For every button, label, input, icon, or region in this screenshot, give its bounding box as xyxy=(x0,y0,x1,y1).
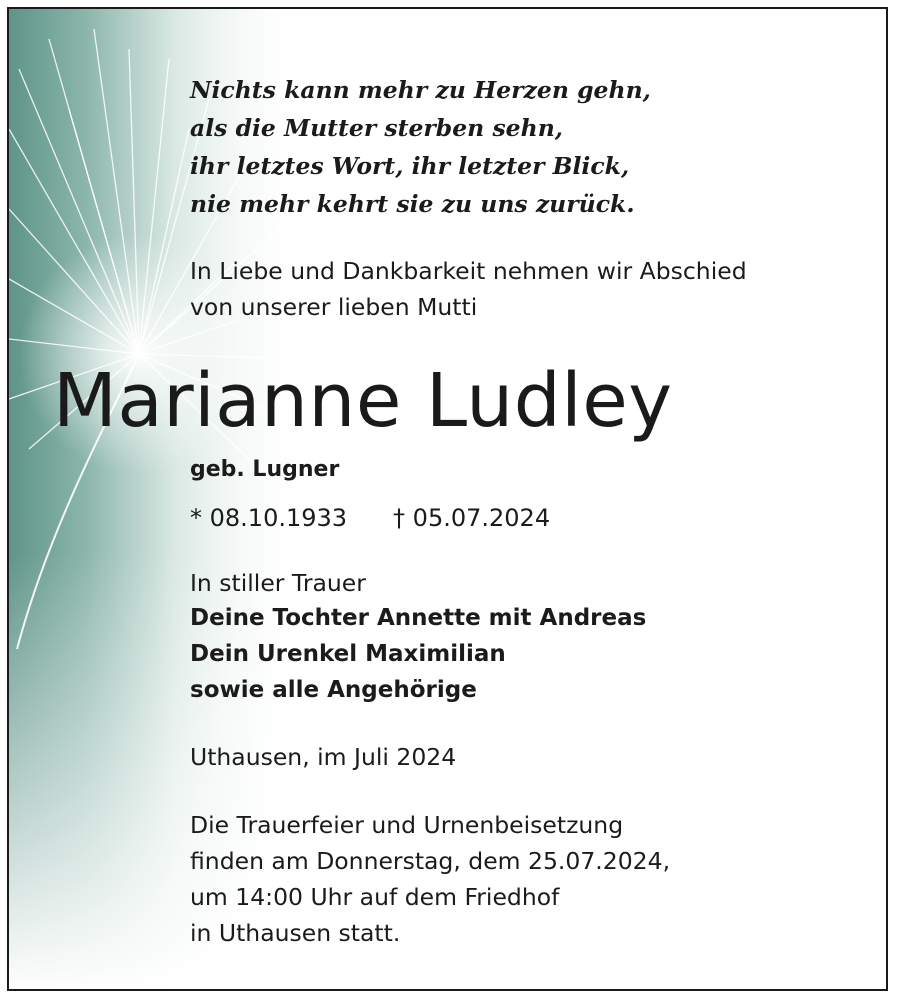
place-date: Uthausen, im Juli 2024 xyxy=(190,743,457,771)
poem-line: ihr letztes Wort, ihr letzter Blick, xyxy=(190,152,630,180)
service-line: in Uthausen statt. xyxy=(190,919,401,947)
mourner-item: sowie alle Angehörige xyxy=(190,677,477,703)
poem-line: nie mehr kehrt sie zu uns zurück. xyxy=(190,190,635,218)
service-line: finden am Donnerstag, dem 25.07.2024, xyxy=(190,847,671,875)
mourner-item: Dein Urenkel Maximilian xyxy=(190,641,506,667)
deceased-name: Marianne Ludley xyxy=(53,358,673,444)
birth-date: * 08.10.1933 xyxy=(190,504,348,532)
death-date: † 05.07.2024 xyxy=(393,504,551,532)
service-info xyxy=(190,807,670,951)
intro-line: von unserer lieben Mutti xyxy=(190,293,478,321)
mourner-item: Deine Tochter Annette mit Andreas xyxy=(190,605,647,631)
mourners-list xyxy=(190,600,646,708)
maiden-name: geb. Lugner xyxy=(190,457,340,482)
mourning-intro: In stiller Trauer xyxy=(190,569,366,597)
poem-line: Nichts kann mehr zu Herzen gehn, xyxy=(190,76,651,104)
service-line: Die Trauerfeier und Urnenbeisetzung xyxy=(190,811,624,839)
poem-line: als die Mutter sterben sehn, xyxy=(190,114,563,142)
poem xyxy=(190,71,651,223)
service-line: um 14:00 Uhr auf dem Friedhof xyxy=(190,883,560,911)
intro-line: In Liebe und Dankbarkeit nehmen wir Abschied xyxy=(190,257,747,285)
obituary-notice xyxy=(7,7,888,991)
farewell-intro xyxy=(190,253,747,325)
life-dates xyxy=(190,501,550,535)
